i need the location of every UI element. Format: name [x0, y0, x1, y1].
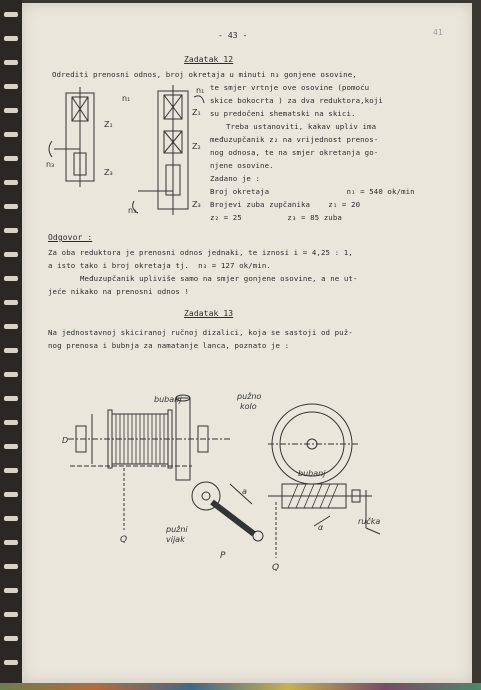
task13-line: Na jednostavnoj skiciranoj ručnoj dizalici, koja se sastoji od puž- [48, 328, 353, 337]
label-a: a [242, 487, 247, 496]
binding-ring [4, 636, 18, 641]
label-D: D [62, 436, 69, 445]
task12-line: nog odnosa, te na smjer okretanja go- [210, 148, 379, 157]
reducer-schematic [44, 79, 210, 229]
label-n3: n₃ [46, 160, 55, 169]
label-puzni: pužni [166, 525, 188, 534]
label-P: P [220, 551, 226, 561]
label-alpha: α [318, 523, 324, 532]
binding-ring [4, 420, 18, 425]
page-number: - 43 - [218, 31, 248, 40]
task12-line: Treba ustanoviti, kakav upliv ima [226, 122, 377, 131]
desk-strip [0, 683, 481, 690]
task12-line: njene osovine. [210, 161, 274, 170]
answer-line: a isto tako i broj okretaja tj. n₃ = 127 ok/min. [48, 261, 271, 270]
binding-ring [4, 276, 18, 281]
label-z3: Z₃ [104, 168, 113, 177]
label-bubanj: bubanj [154, 395, 182, 404]
binding-ring [4, 108, 18, 113]
binding-ring [4, 372, 18, 377]
binding-ring [4, 156, 18, 161]
label-z2: Z₂ [192, 142, 201, 151]
task12-heading: Zadatak 12 [184, 55, 234, 64]
label-vijak: vijak [166, 535, 185, 544]
binding-ring [4, 204, 18, 209]
label-Q: Q [120, 535, 128, 545]
label-n1: n₁ [196, 86, 205, 95]
binding-ring [4, 540, 18, 545]
given-line: z₂ = 25 z₃ = 85 zuba [210, 213, 342, 222]
task13-heading: Zadatak 13 [184, 309, 234, 318]
given-label: Zadano je : [210, 174, 261, 183]
label-z1: Z₁ [104, 120, 113, 129]
answer-heading: Odgovor : [48, 233, 93, 242]
binding-ring [4, 36, 18, 41]
task12-line: skice bokocrta ) za dva reduktora,koji [210, 96, 383, 105]
binding-ring [4, 252, 18, 257]
binding-ring [4, 564, 18, 569]
hoist-drawing [62, 386, 422, 576]
task12-line: su predočeni shematski na skici. [210, 109, 356, 118]
binding-ring [4, 396, 18, 401]
label-bubanj-side: bubanj [298, 469, 326, 478]
task12-line: te smjer vrtnje ove osovine (pomoću [210, 83, 370, 92]
label-kolo: kolo [240, 402, 257, 411]
answer-line: Za oba reduktora je prenosni odnos jednaki, te iznosi i = 4,25 : 1, [48, 248, 353, 257]
given-line: Broj okretaja n₁ = 540 ok/min [210, 187, 415, 196]
label-n1: n₁ [122, 94, 131, 103]
binding-ring [4, 660, 18, 665]
task13-line: nog prenosa i bubnja za namatanje lanca, poznato je : [48, 341, 290, 350]
binding-ring [4, 324, 18, 329]
binding-ring [4, 516, 18, 521]
binding-ring [4, 300, 18, 305]
given-line: Brojevi zuba zupčanika z₁ = 20 [210, 200, 361, 209]
binding-ring [4, 180, 18, 185]
label-z1: Z₁ [192, 108, 201, 117]
binding-ring [4, 60, 18, 65]
answer-line: jeće nikako na prenosni odnos ! [48, 287, 190, 296]
spiral-binding [0, 0, 22, 690]
task12-line: međuzupčanik z₂ na vrijednost prenos- [210, 135, 379, 144]
label-rucka: ručka [358, 517, 381, 526]
binding-ring [4, 228, 18, 233]
binding-ring [4, 444, 18, 449]
binding-ring [4, 612, 18, 617]
document-page [22, 3, 472, 683]
binding-ring [4, 132, 18, 137]
binding-ring [4, 492, 18, 497]
label-z3: Z₃ [192, 200, 201, 209]
binding-ring [4, 84, 18, 89]
task12-line: Odrediti prenosni odnos, broj okretaja u minuti n₃ gonjene osovine, [52, 70, 357, 79]
answer-line: Međuzupčanik upliviše samo na smjer gonjene osovine, a ne ut- [80, 274, 358, 283]
binding-ring [4, 348, 18, 353]
binding-ring [4, 588, 18, 593]
binding-ring [4, 468, 18, 473]
margin-note: 41 [433, 28, 443, 37]
label-Q: Q [272, 563, 280, 573]
label-puzno: pužno [237, 392, 262, 401]
label-n3: n₃ [128, 206, 137, 215]
binding-ring [4, 12, 18, 17]
